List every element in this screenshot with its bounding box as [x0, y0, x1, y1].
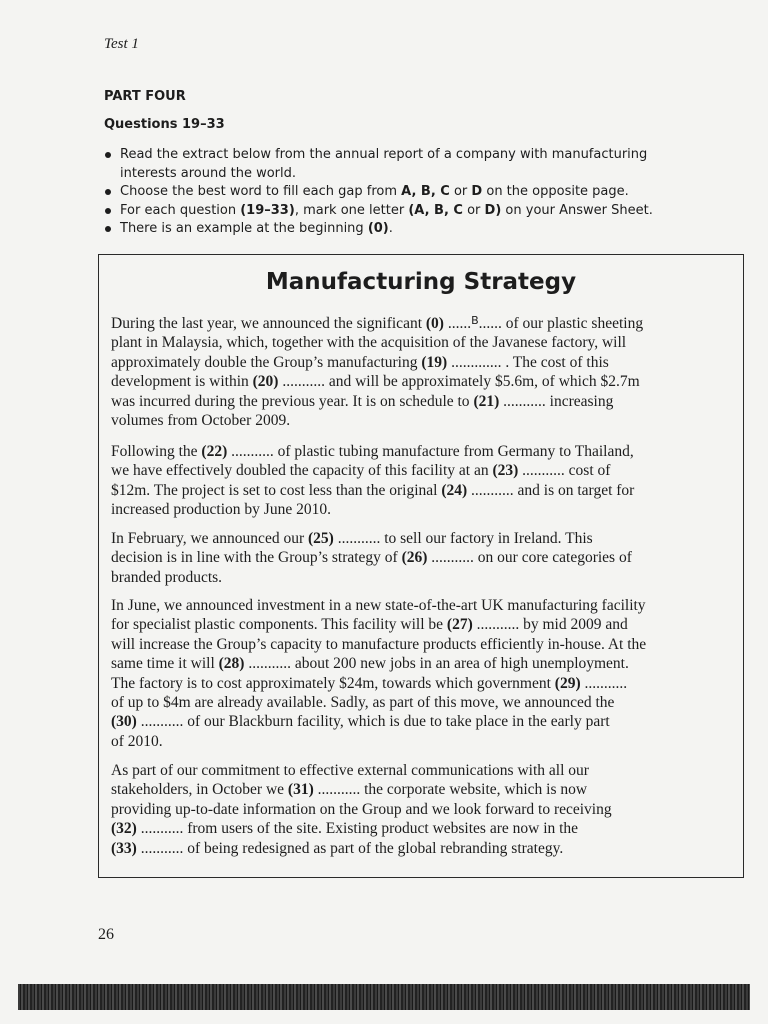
extract-title: Manufacturing Strategy — [265, 269, 577, 295]
extract-paragraph: During the last year, we announced the significant (0) ......$^B$...... of our plastic sheeting plant in Malaysia, which, together with the acquisition of the Javanese factory, will approximately double the Group’s manufacturing (19) ............. . The cost of this development is within (20) ........... and will be approximately $5.6m, of which $2.7m was incurred during the previous year. It is on schedule to (21) ........... increasing volumes from October 2009. — [111, 314, 644, 429]
instruction-item: Choose the best word to fill each gap from A, B, C or D on the opposite page. — [104, 183, 724, 202]
instruction-item: Read the extract below from the annual report of a company with manufacturing interests around the world. — [104, 146, 724, 183]
test-label: Test 1 — [104, 36, 139, 52]
instructions-list — [104, 146, 724, 239]
scan-edge-strip — [18, 984, 750, 1010]
extract-paragraph: In June, we announced investment in a new state-of-the-art UK manufacturing facility for specialist plastic components. This facility will be (27) ........... by mid 2009 and will increase the Group’s capacity to manufacture products efficiently in-house. At the same time it will (28) ........... about 200 new jobs in an area of high unemployment. The factory is to cost approximately $24m, towards which government (29) ........... of up to $4m are already available. Sadly, as part of this move, we announced the (30) ........... of our Blackburn facility, which is due to take place in the early part of 2010. — [111, 597, 647, 750]
extract-paragraph: As part of our commitment to effective external communications with all our stakeholders, in October we (31) ........... the corporate website, which is now providing up-to-date information on the Group and we look forward to receiving (32) ........... from users of the site. Existing product websites are now in the (33) ........... of being redesigned as part of the global rebranding strategy. — [111, 762, 612, 857]
extract-box — [98, 254, 744, 878]
extract-paragraph: In February, we announced our (25) ........... to sell our factory in Ireland. This decision is in line with the Group’s strategy of (26) ........... on our core categories of branded products. — [111, 530, 632, 586]
page-number: 26 — [98, 926, 114, 943]
extract-paragraph: Following the (22) ........... of plastic tubing manufacture from Germany to Thailand, we have effectively doubled the capacity of this facility at an (23) ........... cost of $12m. The project is set to cost less than the original (24) ........... and is on target for increased production by June 2010. — [111, 443, 635, 519]
part-heading: PART FOUR — [104, 89, 186, 104]
example-answer: B — [471, 314, 479, 327]
instruction-item: For each question (19–33), mark one letter (A, B, C or D) on your Answer Sheet. — [104, 202, 724, 221]
instruction-item: There is an example at the beginning (0). — [104, 220, 724, 239]
questions-range: Questions 19–33 — [104, 117, 225, 132]
